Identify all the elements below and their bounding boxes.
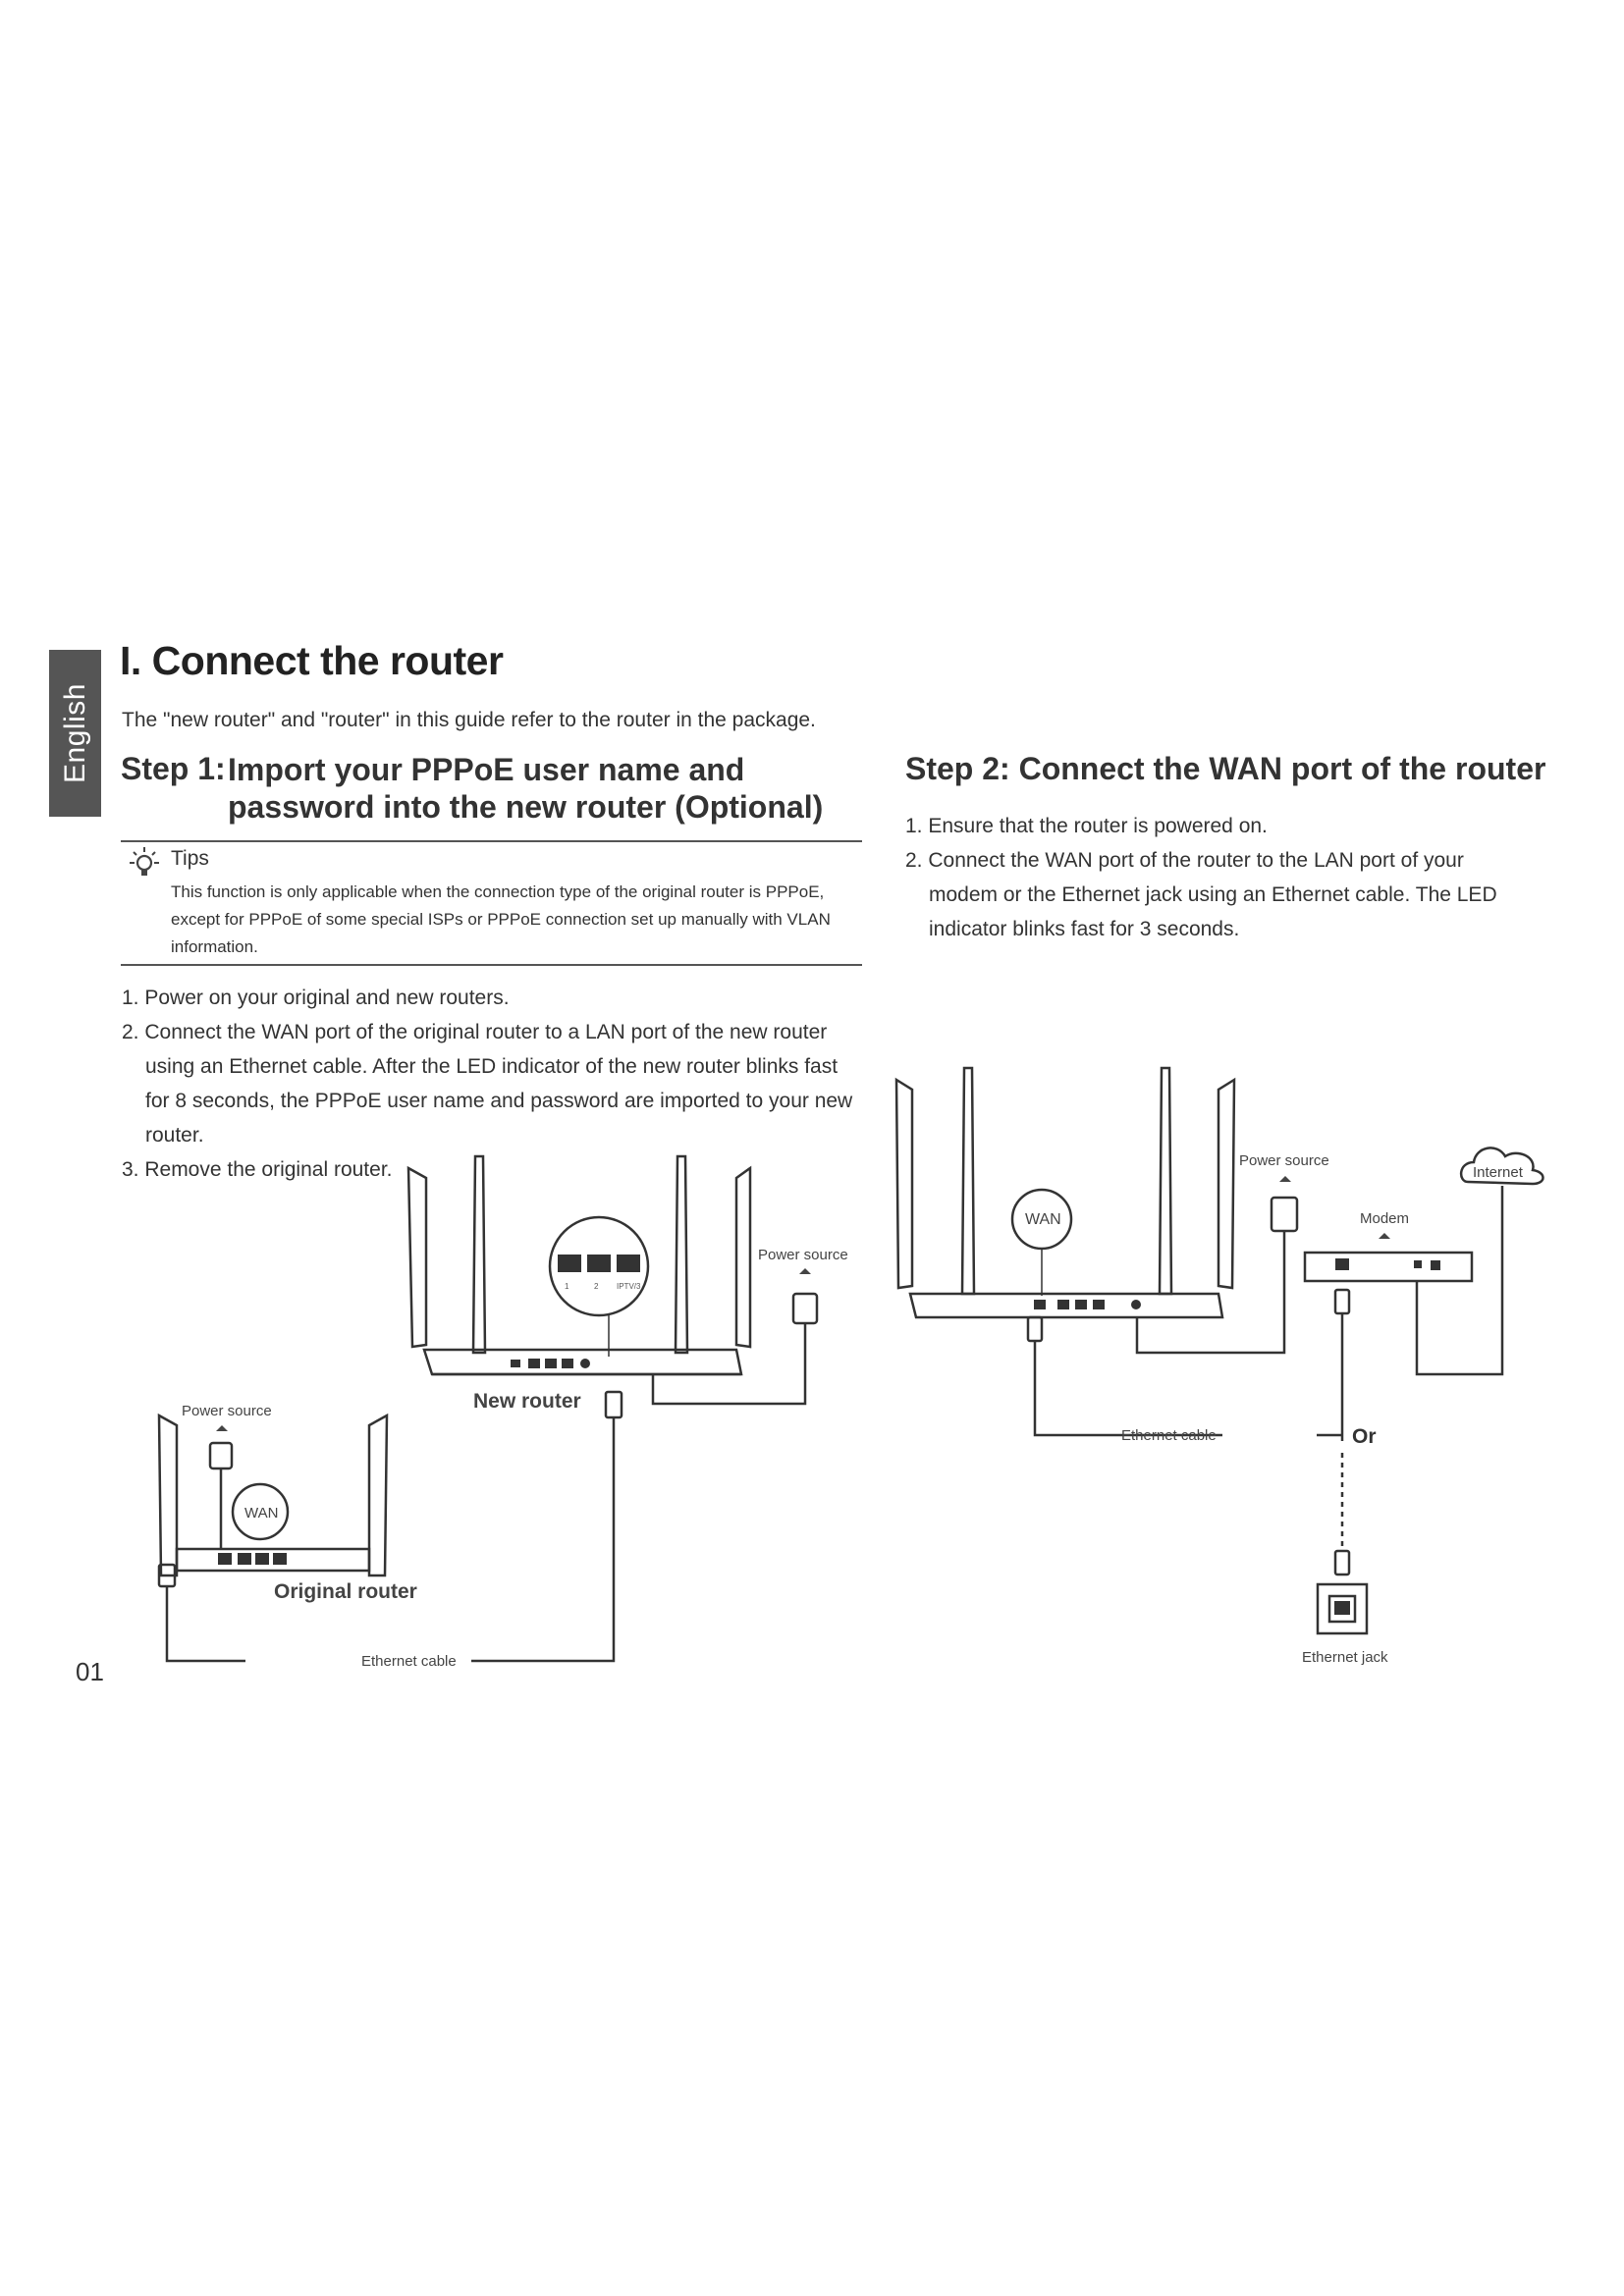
antenna (962, 1068, 974, 1294)
ethernet-plug (1028, 1317, 1042, 1341)
port-label-2: 2 (594, 1282, 599, 1291)
step1-number: Step 1: (121, 751, 226, 786)
step1-diagram (147, 1139, 874, 1688)
power-source-label: Power source (758, 1247, 848, 1263)
ethernet-cable-line (167, 1586, 245, 1661)
step1-title: Import your PPPoE user name and password into the new router (Optional) (228, 752, 824, 825)
divider-bottom (121, 964, 862, 966)
power-source-label: Power source (182, 1403, 272, 1419)
or-label: Or (1352, 1425, 1377, 1448)
page-title: I. Connect the router (120, 638, 504, 683)
tips-title: Tips (171, 847, 209, 870)
step2-list (905, 809, 1534, 946)
tips-text: This function is only applicable when the connection type of the original router is PPPoE, except for PPPoE of some special ISPs or PPPoE connection set up manually with VLAN information. (171, 882, 831, 956)
ethernet-plug (1335, 1290, 1349, 1313)
antenna (473, 1156, 485, 1353)
antenna (369, 1415, 387, 1575)
page-number: 01 (76, 1657, 104, 1686)
divider-top (121, 840, 862, 842)
antenna (676, 1156, 687, 1353)
new-router-label: New router (473, 1390, 581, 1413)
antenna (736, 1168, 750, 1347)
antenna (1218, 1080, 1234, 1288)
modem-body (1305, 1253, 1472, 1281)
wan-label: WAN (1025, 1211, 1061, 1228)
lightbulb-icon (126, 844, 163, 883)
ethernet-cable-line (471, 1417, 614, 1661)
antenna (159, 1415, 177, 1575)
modem-label: Modem (1360, 1210, 1410, 1227)
list-item: 3. Remove the original router. (122, 1158, 393, 1181)
power-adapter (210, 1443, 232, 1468)
port-label-3: IPTV/3 (617, 1282, 641, 1291)
list-item: 2. Connect the WAN port of the router to the LAN port of your modem or the Ethernet jack using an Ethernet cable. The LED indicator blinks fast for 3 seconds. (905, 849, 1497, 940)
step2-title: Step 2: Connect the WAN port of the router (905, 751, 1546, 786)
antenna (1160, 1068, 1171, 1294)
language-tab-label: English (58, 683, 91, 783)
antenna (408, 1168, 426, 1347)
ethernet-jack-label: Ethernet jack (1302, 1649, 1388, 1666)
power-source-label: Power source (1239, 1152, 1329, 1169)
list-item: 1. Ensure that the router is powered on. (905, 815, 1268, 837)
original-router-label: Original router (274, 1580, 417, 1603)
list-item: 1. Power on your original and new routers. (122, 987, 510, 1009)
ethernet-cable-label: Ethernet cable (361, 1653, 457, 1670)
ethernet-cable-line (1035, 1341, 1222, 1435)
list-item: 2. Connect the WAN port of the original router to a LAN port of the new router using an Ethernet cable. After the LED indicator of the new router blinks fast for 8 seconds, the PPPoE user name and password are imported to your new router. (122, 1021, 853, 1147)
step2-diagram (889, 1060, 1566, 1688)
antenna (896, 1080, 912, 1288)
port-label-1: 1 (565, 1282, 569, 1291)
wan-label: WAN (244, 1505, 279, 1522)
intro-text: The "new router" and "router" in this guide refer to the router in the package. (122, 709, 816, 731)
language-tab (49, 650, 101, 817)
power-adapter (1272, 1198, 1297, 1231)
power-adapter (793, 1294, 817, 1323)
ethernet-plug (606, 1392, 622, 1417)
internet-label: Internet (1473, 1164, 1523, 1181)
ethernet-cable-label: Ethernet cable (1121, 1427, 1217, 1444)
ethernet-plug (1335, 1551, 1349, 1575)
